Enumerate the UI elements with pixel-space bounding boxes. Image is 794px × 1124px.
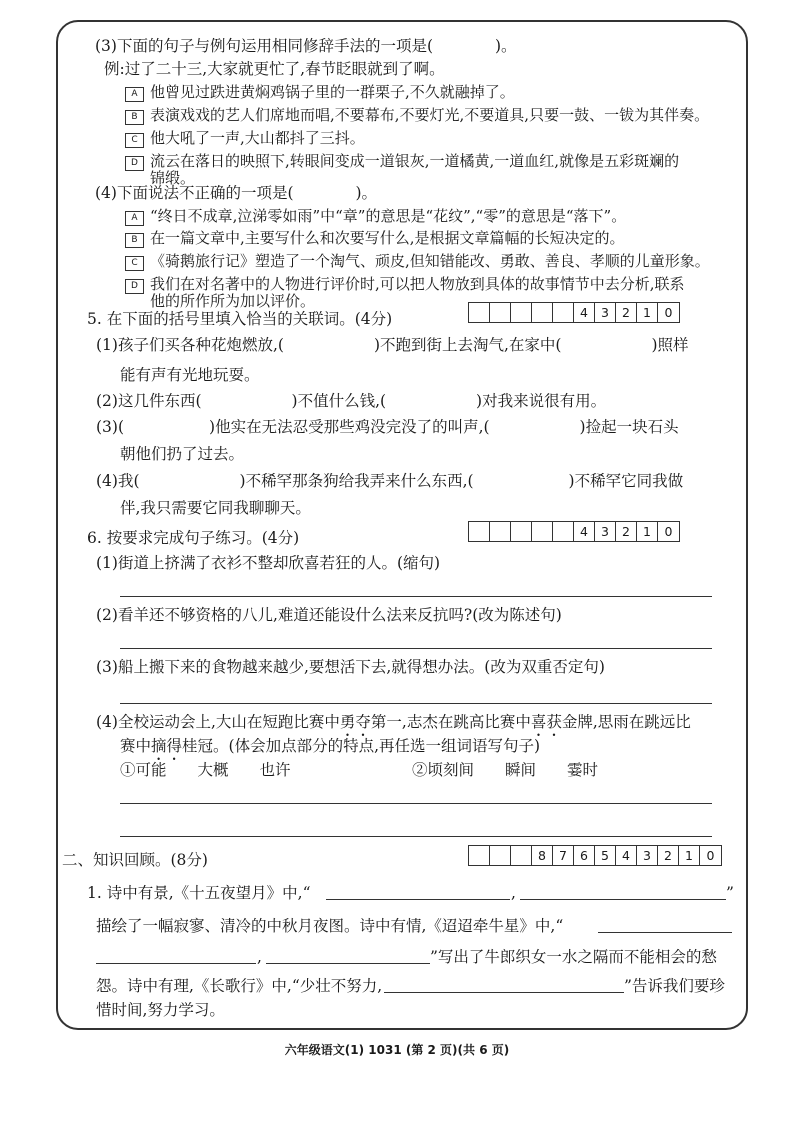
score-cell: 4 [574, 303, 595, 322]
option-text: 他的所作所为加以评价。 [150, 292, 316, 310]
score-cell: 2 [616, 522, 637, 541]
q5-item-2: (2)这几件东西( )不值什么钱,( )对我来说很有用。 [96, 392, 607, 410]
q6-title: 6. 按要求完成句子练习。(4分) [87, 529, 300, 547]
option-a[interactable] [125, 206, 626, 226]
score-cell: 1 [637, 522, 658, 541]
section-2-score-box [468, 845, 722, 866]
q3-example: 例:过了二十三,大家就更忙了,春节眨眼就到了啊。 [104, 60, 445, 78]
poem-line-3: ”写出了牛郎织女一水之隔而不能相会的愁 [430, 948, 717, 966]
option-text: 他曾见过跌进黄焖鸡锅子里的一群栗子,不久就融掉了。 [150, 83, 515, 101]
poem-line-4-tail: ”告诉我们要珍 [624, 977, 725, 995]
score-cell: 6 [574, 846, 595, 865]
answer-line[interactable] [120, 648, 712, 649]
score-cell: 0 [664, 524, 673, 539]
comma: , [511, 884, 516, 902]
poem-line-5: 惜时间,努力学习。 [96, 1001, 225, 1019]
option-letter-box: C [125, 256, 144, 271]
score-cell: 1 [637, 303, 658, 322]
option-letter-box: B [125, 110, 144, 125]
answer-line[interactable] [120, 703, 712, 704]
score-cell: 0 [706, 848, 715, 863]
score-cell: 2 [658, 846, 679, 865]
q6-sentence-3: (3)船上搬下来的食物越来越少,要想活下去,就得想办法。(改为双重否定句) [96, 658, 605, 676]
option-continuation [150, 291, 315, 311]
option-c[interactable] [125, 251, 710, 271]
answer-line[interactable] [120, 803, 712, 804]
score-cell: 2 [616, 303, 637, 322]
option-text: 在一篇文章中,主要写什么和次要写什么,是根据文章篇幅的长短决定的。 [150, 229, 625, 247]
option-text: 流云在落日的映照下,转眼间变成一道银灰,一道橘黄,一道血红,就像是五彩斑斓的 [150, 152, 680, 170]
score-cell [532, 303, 553, 322]
option-letter-box: D [125, 156, 144, 171]
option-letter-box: D [125, 279, 144, 294]
score-cell: 8 [532, 846, 553, 865]
score-cell: 0 [664, 305, 673, 320]
score-cell [469, 303, 490, 322]
q6-word-group-2: ②顷刻间 瞬间 霎时 [412, 761, 599, 779]
q6-sentence-4: (4)全校运动会上,大山在短跑比赛中勇夺第一,志杰在跳高比赛中喜获金牌,思雨在跳远比 [96, 713, 691, 731]
score-cell: 4 [574, 522, 595, 541]
answer-line[interactable] [384, 992, 624, 993]
q5-score-box [468, 302, 680, 323]
score-cell [490, 522, 511, 541]
score-cell [511, 522, 532, 541]
score-cell [490, 846, 511, 865]
section-2-title: 二、知识回顾。(8分) [62, 851, 208, 869]
q5-item-4: (4)我( )不稀罕那条狗给我弄来什么东西,( )不稀罕它同我做 [96, 472, 684, 490]
score-cell: 3 [595, 522, 616, 541]
poem-line-4-lead: 怨。诗中有理,《长歌行》中,“少壮不努力, [96, 977, 383, 995]
q5-item-1-cont: 能有声有光地玩耍。 [120, 366, 260, 384]
q5-item-4-cont: 伴,我只需要它同我聊聊天。 [120, 499, 311, 517]
answer-line[interactable] [598, 932, 732, 933]
score-cell: 5 [595, 846, 616, 865]
option-d[interactable] [125, 151, 679, 171]
score-cell [553, 303, 574, 322]
score-cell: 3 [595, 303, 616, 322]
q5-item-1: (1)孩子们买各种花炮燃放,( )不跑到街上去淘气,在家中( )照样 [96, 336, 689, 354]
score-cell: 7 [553, 846, 574, 865]
score-cell: 4 [616, 846, 637, 865]
close-quote: ” [726, 884, 734, 902]
q6-score-box [468, 521, 680, 542]
option-text: 表演戏戏的艺人们席地而唱,不要幕布,不要灯光,不要道具,只要一鼓、一钹为其伴奏。 [150, 106, 710, 124]
score-cell [511, 303, 532, 322]
option-b[interactable] [125, 105, 709, 125]
answer-line[interactable] [120, 596, 712, 597]
score-cell [532, 522, 553, 541]
page-footer: 六年级语文(1) 1031 (第 2 页)(共 6 页) [284, 1043, 510, 1057]
score-cell [553, 522, 574, 541]
option-letter-box: A [125, 211, 144, 226]
q6-sentence-2: (2)看羊还不够资格的八儿,难道还能设什么法来反抗吗?(改为陈述句) [96, 606, 562, 624]
option-text: 《骑鹅旅行记》塑造了一个淘气、顽皮,但知错能改、勇敢、善良、孝顺的儿童形象。 [150, 252, 710, 270]
option-text: 锦缎。 [150, 169, 196, 187]
option-letter-box: C [125, 133, 144, 148]
q6-sentence-1: (1)街道上挤满了衣衫不整却欣喜若狂的人。(缩句) [96, 554, 441, 572]
option-text: 他大吼了一声,大山都抖了三抖。 [150, 129, 365, 147]
score-cell [469, 522, 490, 541]
score-cell [490, 303, 511, 322]
poem-line-1-lead: 1. 诗中有景,《十五夜望月》中,“ [87, 884, 311, 902]
q6-sentence-4-cont: 赛中摘得桂冠。(体会加点部分的特点,再任选一组词语写句子) [120, 737, 541, 755]
option-letter-box: B [125, 233, 144, 248]
option-a[interactable] [125, 82, 515, 102]
score-cell [469, 846, 490, 865]
poem-line-2: 描绘了一幅寂寥、清冷的中秋月夜图。诗中有情,《迢迢牵牛星》中,“ [96, 917, 564, 935]
score-cell: 1 [679, 846, 700, 865]
q4-stem: (4)下面说法不正确的一项是( )。 [95, 184, 378, 202]
option-text: 我们在对名著中的人物进行评价时,可以把人物放到具体的故事情节中去分析,联系 [150, 275, 685, 293]
option-b[interactable] [125, 228, 625, 248]
answer-line[interactable] [120, 836, 712, 837]
score-cell [511, 846, 532, 865]
option-c[interactable] [125, 128, 365, 148]
score-cell: 3 [637, 846, 658, 865]
answer-line[interactable] [96, 963, 256, 964]
option-text: “终日不成章,泣涕零如雨”中“章”的意思是“花纹”,“零”的意思是“落下”。 [150, 207, 627, 225]
answer-line[interactable] [266, 963, 430, 964]
answer-line[interactable] [326, 899, 510, 900]
q3-stem: (3)下面的句子与例句运用相同修辞手法的一项是( )。 [95, 37, 517, 55]
q5-item-3: (3)( )他实在无法忍受那些鸡没完没了的叫声,( )捡起一块石头 [96, 418, 679, 436]
option-letter-box: A [125, 87, 144, 102]
q6-word-group-1: ①可能 大概 也许 [120, 761, 291, 779]
answer-line[interactable] [520, 899, 726, 900]
comma: , [257, 948, 262, 966]
q5-item-3-cont: 朝他们扔了过去。 [120, 445, 245, 463]
q5-title: 5. 在下面的括号里填入恰当的关联词。(4分) [87, 310, 393, 328]
